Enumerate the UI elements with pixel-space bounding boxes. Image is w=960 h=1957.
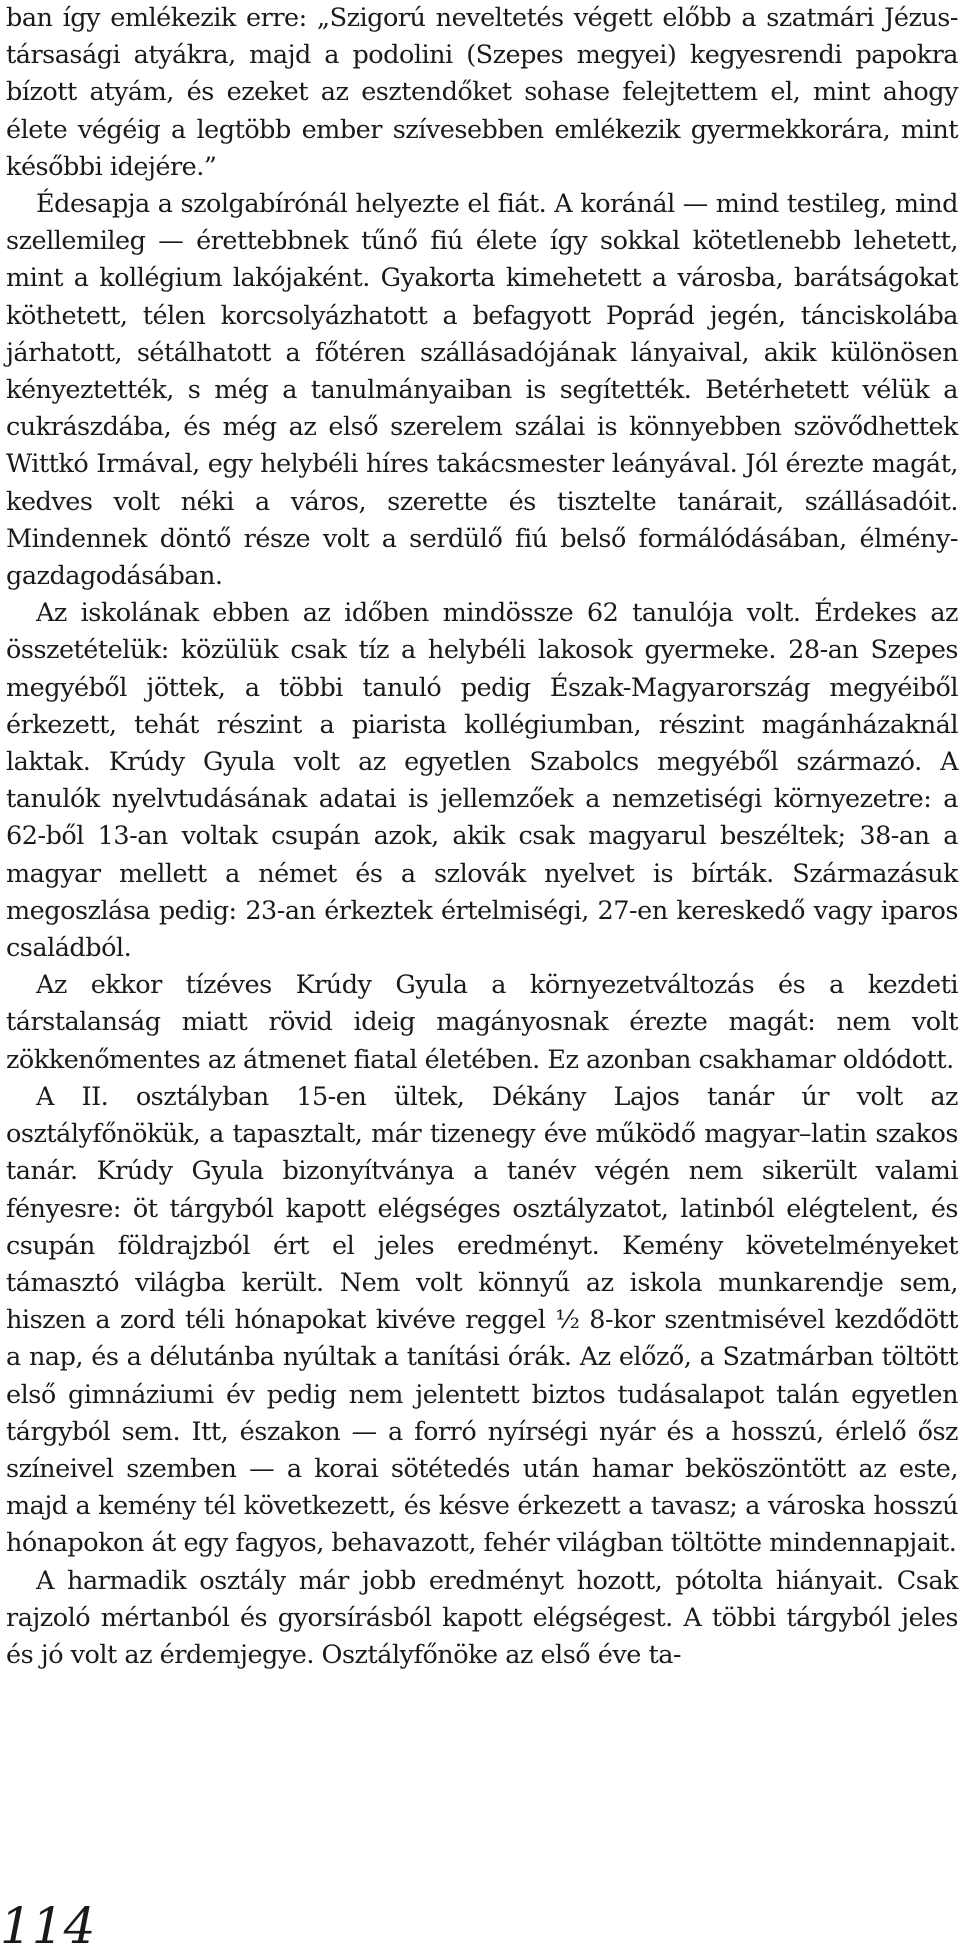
paragraph: Az ekkor tízéves Krúdy Gyula a környezetváltozás és a kezdeti társtalanság miatt rövid ideig magányosnak érezte magát: nem volt zökkenőmentes az átmenet fiatal életében. Ez azonban csakhamar oldódott. — [6, 970, 958, 1075]
paragraph: Édesapja a szolgabírónál helyezte el fiát. A koránál — mind testileg, mind szellemileg — érettebbnek tűnő fiú élete így sokkal kötetlenebb lehetett, mint a kollégium lakójaként. Gyakorta kimehetett a városba, barátságokat köthetett, télen korcsolyázhatott a befagyott Poprád jegén, tánciskolába járhatott, sétálhatott a főtéren szállásadójának lányaival, akik különösen kényeztették, s még a tanulmányaiban is segítették. Betérhetett vélük a cukrászdába, és még az első szerelem szálai is könnyebben szövődhettek Wittkó Irmával, egy helybéli híres takácsmester leányával. Jól érezte magát, kedves volt néki a város, szerette és tisztelte tanárait, szállásadóit. Mindennek döntő része volt a serdülő fiú belső formálódásában, élmény-gazdagodásában. — [6, 189, 958, 592]
page-number: 114 — [0, 1897, 96, 1955]
paragraph: Az iskolának ebben az időben mindössze 62 tanulója volt. Érdekes az összetételük: közülük csak tíz a helybéli lakosok gyermeke. 28-an Szepes megyéből jöttek, a többi tanuló pedig Észak-Magyarország megyéiből érkezett, tehát részint a piarista kollégiumban, részint magánházaknál laktak. Krúdy Gyula volt az egyetlen Szabolcs megyéből származó. A tanulók nyelvtudásának adatai is jellemzőek a nemzetiségi környezetre: a 62-ből 13-an voltak csupán azok, akik csak magyarul beszéltek; 38-an a magyar mellett a német és a szlovák nyelvet is bírták. Származásuk megoszlása pedig: 23-an érkeztek értelmiségi, 27-en kereskedő vagy iparos családból. — [6, 598, 958, 964]
paragraph: A II. osztályban 15-en ültek, Dékány Lajos tanár úr volt az osztályfőnökük, a tapasztalt, már tizenegy éve működő magyar–latin szakos tanár. Krúdy Gyula bizonyítványa a tanév végén nem sikerült valami fényesre: öt tárgyból kapott elégséges osztályzatot, latinból elégtelent, és csupán földrajzból ért el jeles eredményt. Kemény követelményeket támasztó világba került. Nem volt könnyű az iskola munkarendje sem, hiszen a zord téli hónapokat kivéve reggel ½ 8-kor szentmisével kezdődött a nap, és a délutánba nyúltak a tanítási órák. Az előző, a Szatmárban töltött első gimnáziumi év pedig nem jelentett biztos tudásalapot talán egyetlen tárgyból sem. Itt, északon — a forró nyírségi nyár és a hosszú, érlelő ősz színeivel szemben — a korai sötétedés után hamar beköszöntött az este, majd a kemény tél következett, és késve érkezett a tavasz; a városka hosszú hónapokon át egy fagyos, behavazott, fehér világban töltötte mindennapjait. — [6, 1081, 958, 1559]
body-text — [6, 0, 958, 1674]
paragraph: A harmadik osztály már jobb eredményt hozott, pótolta hiányait. Csak rajzoló mértanból és gyorsírásból kapott elégségest. A többi tárgyból jeles és jó volt az érdemjegye. Osztályfőnöke az első éve ta- — [6, 1565, 958, 1670]
paragraph-continued: ban így emlékezik erre: „Szigorú neveltetés végett előbb a szatmári Jézus-társasági atyákra, majd a podolini (Szepes megyei) kegyesrendi papokra bízott atyám, és ezeket az esztendőket sohase felejtettem el, mint ahogy élete végéig a legtöbb ember szívesebben emlékezik gyermekkorára, mint későbbi idejére.” — [6, 3, 958, 182]
